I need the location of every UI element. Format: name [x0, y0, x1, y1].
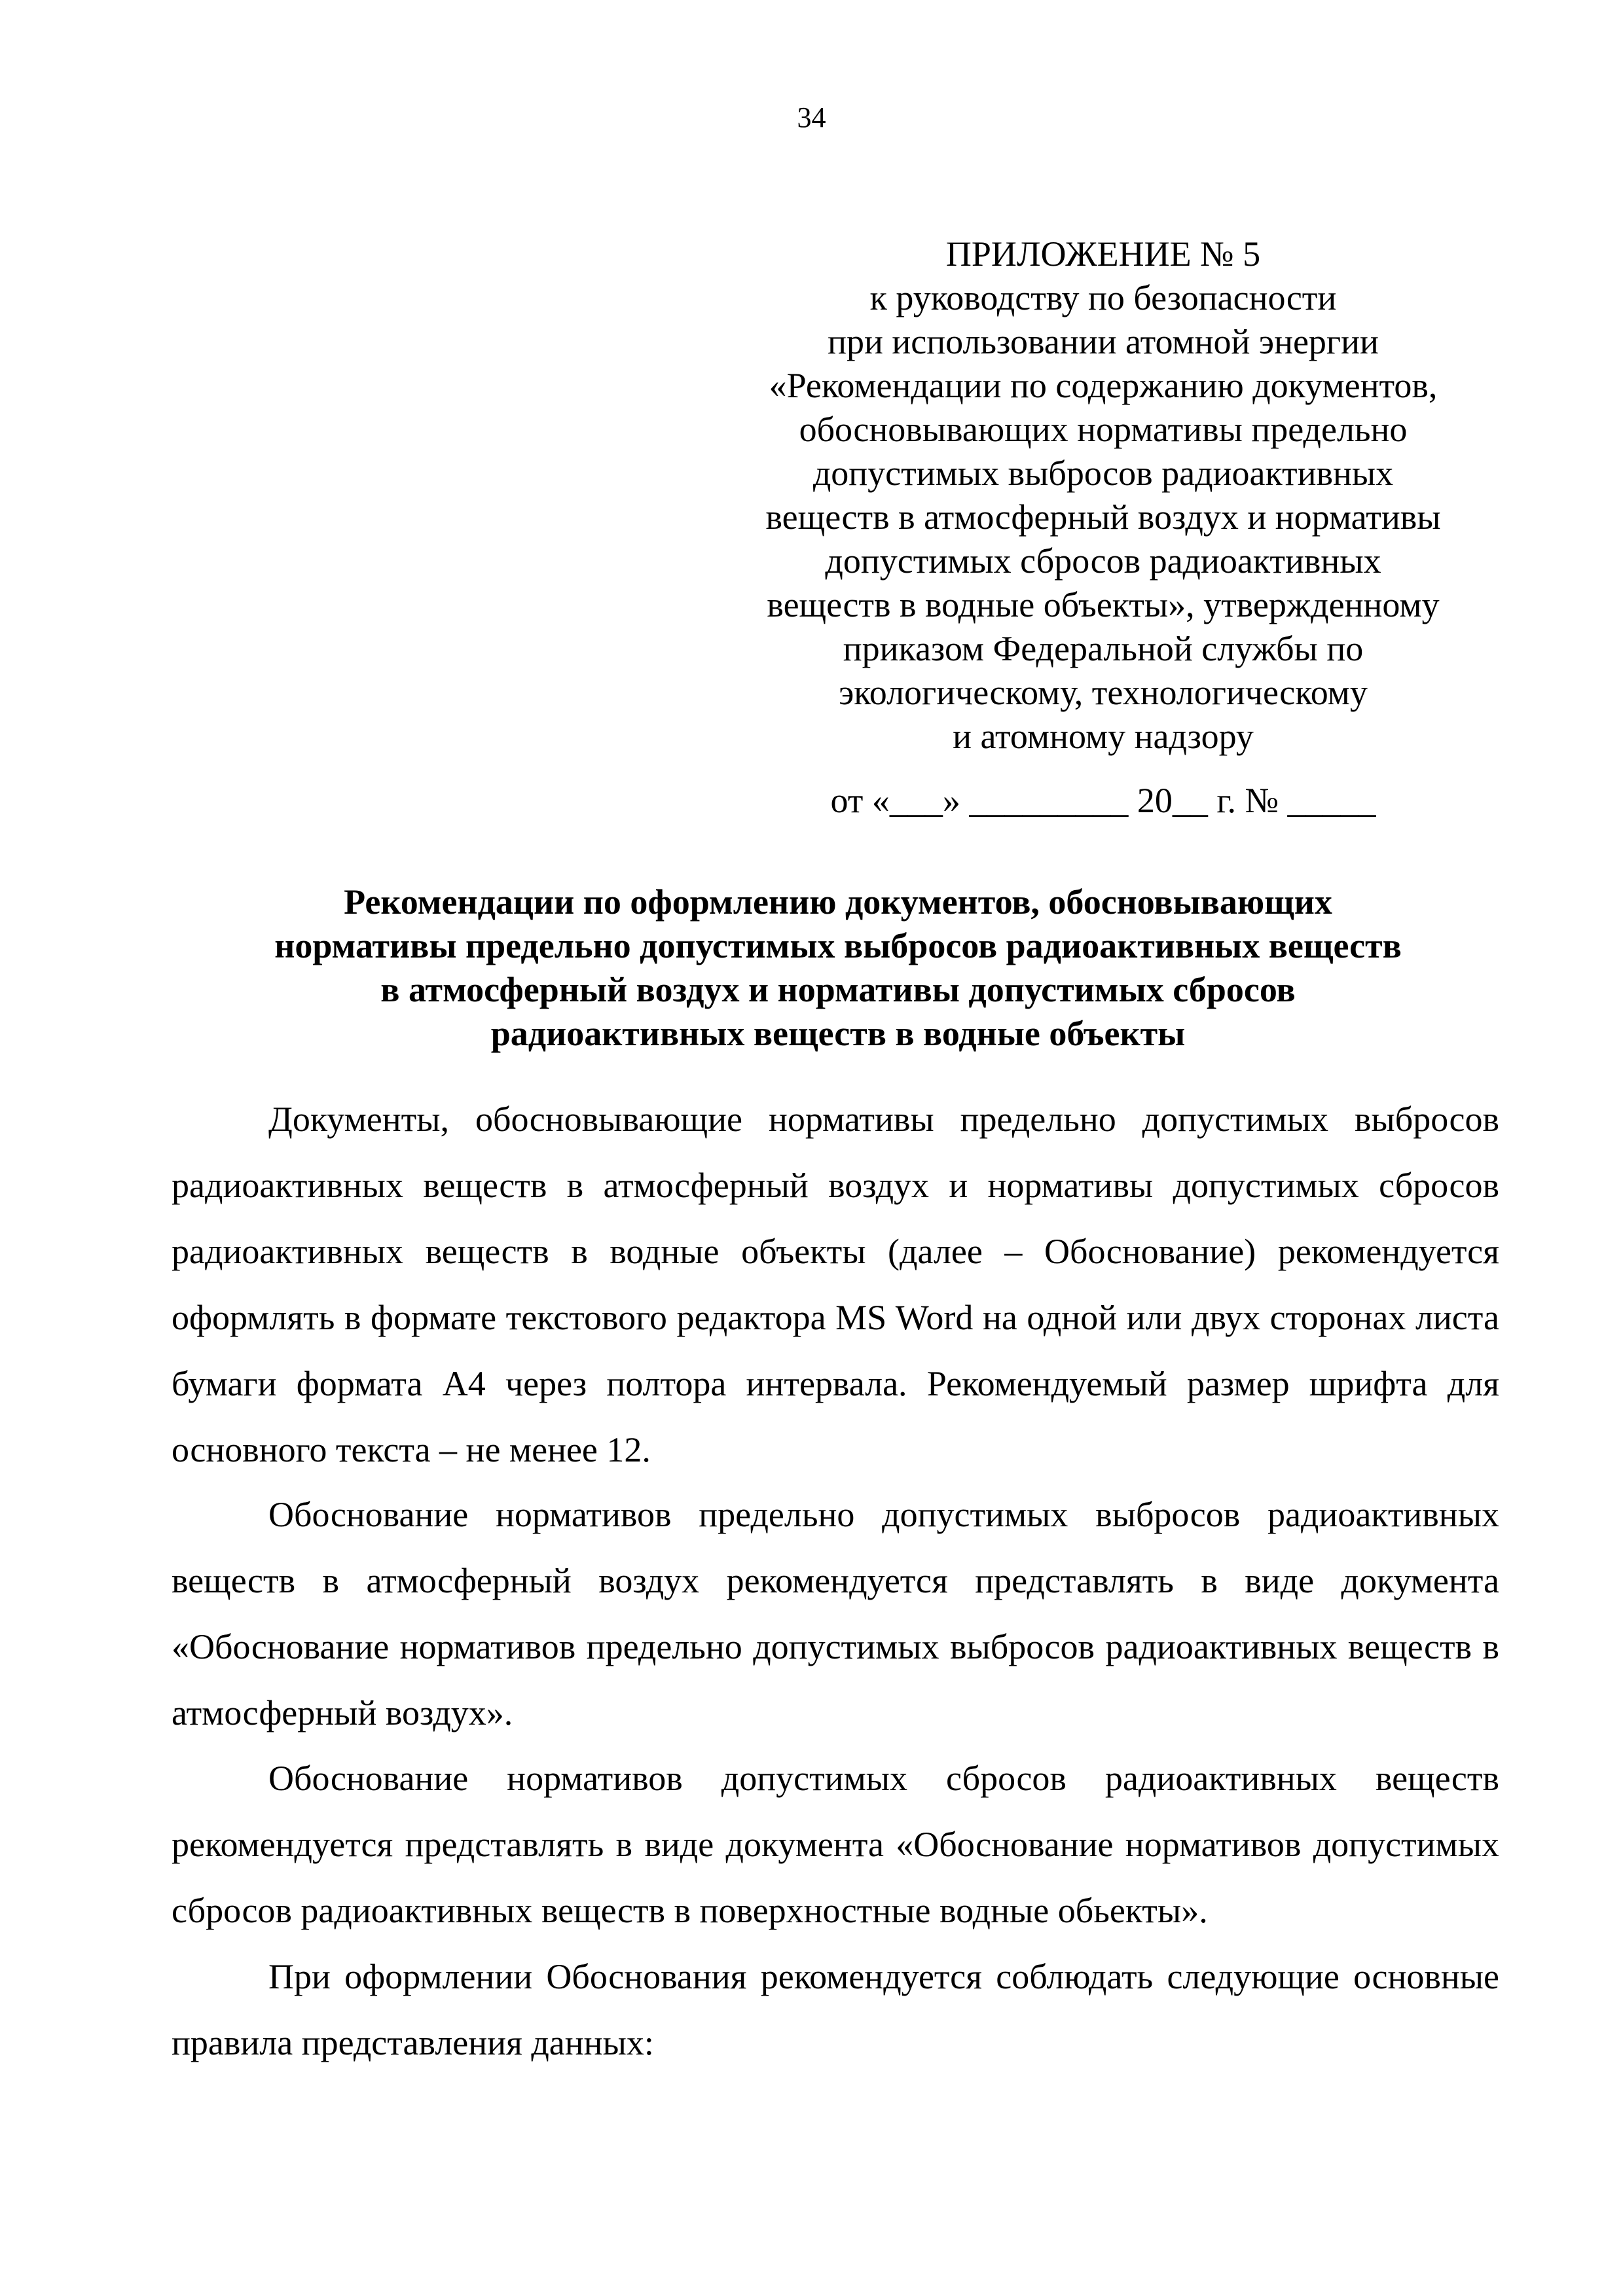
paragraph-text: Обоснование нормативов предельно допустимых выбросов радиоактивных веществ в атмосферный воздух рекомендуется представлять в виде документа «Обоснование нормативов предельно допустимых выбросов радиоактивных веществ в атмосферный воздух».	[172, 1495, 1499, 1732]
paragraph-text: Обоснование нормативов допустимых сбросов радиоактивных веществ рекомендуется представлять в виде документа «Обоснование нормативов допустимых сбросов радиоактивных веществ в поверхностные водные обьекты».	[172, 1759, 1499, 1930]
appendix-line: приказом Федеральной службы по	[843, 629, 1364, 668]
appendix-line: «Рекомендации по содержанию документов,	[769, 366, 1438, 405]
appendix-line: экологическому, технологическому	[839, 673, 1368, 712]
appendix-line: и атомному надзору	[953, 717, 1254, 756]
body-paragraph-2	[172, 1482, 1499, 1746]
title-line: в атмосферный воздух и нормативы допустимых сбросов	[380, 970, 1296, 1009]
appendix-line: к руководству по безопасности	[869, 278, 1337, 317]
title-line: радиоактивных веществ в водные объекты	[490, 1014, 1186, 1053]
appendix-line: допустимых выбросов радиоактивных	[812, 454, 1394, 493]
paragraph-text: При оформлении Обоснования рекомендуется соблюдать следующие основные правила представления данных:	[172, 1957, 1499, 2062]
paragraph-text: Документы, обосновывающие нормативы предельно допустимых выбросов радиоактивных веществ в атмосферный воздух и нормативы допустимых сбросов радиоактивных веществ в водные объекты (далее – Обоснование) рекомендуется оформлять в формате текстового редактора MS Word на одной или двух сторонах листа бумаги формата А4 через полтора интервала. Рекомендуемый размер шрифта для основного текста – не менее 12.	[172, 1100, 1499, 1469]
appendix-line: веществ в атмосферный воздух и нормативы	[765, 497, 1441, 537]
appendix-header	[727, 232, 1480, 759]
title-line: Рекомендации по оформлению документов, обосновывающих	[344, 882, 1332, 922]
title-line: нормативы предельно допустимых выбросов радиоактивных веществ	[274, 926, 1402, 965]
body-paragraph-4	[172, 1944, 1499, 2076]
appendix-line: обосновывающих нормативы предельно	[799, 410, 1408, 449]
appendix-line: при использовании атомной энергии	[828, 322, 1379, 361]
appendix-line: ПРИЛОЖЕНИЕ № 5	[945, 234, 1261, 274]
appendix-date-line: от «___» _________ 20__ г. № _____	[830, 781, 1376, 820]
body-paragraph-1	[172, 1086, 1499, 1483]
document-title	[170, 880, 1506, 1056]
body-paragraph-3	[172, 1746, 1499, 1944]
page-number: 34	[797, 101, 826, 134]
appendix-line: допустимых сбросов радиоактивных	[825, 541, 1381, 581]
appendix-line: веществ в водные объекты», утвержденному	[767, 585, 1440, 624]
